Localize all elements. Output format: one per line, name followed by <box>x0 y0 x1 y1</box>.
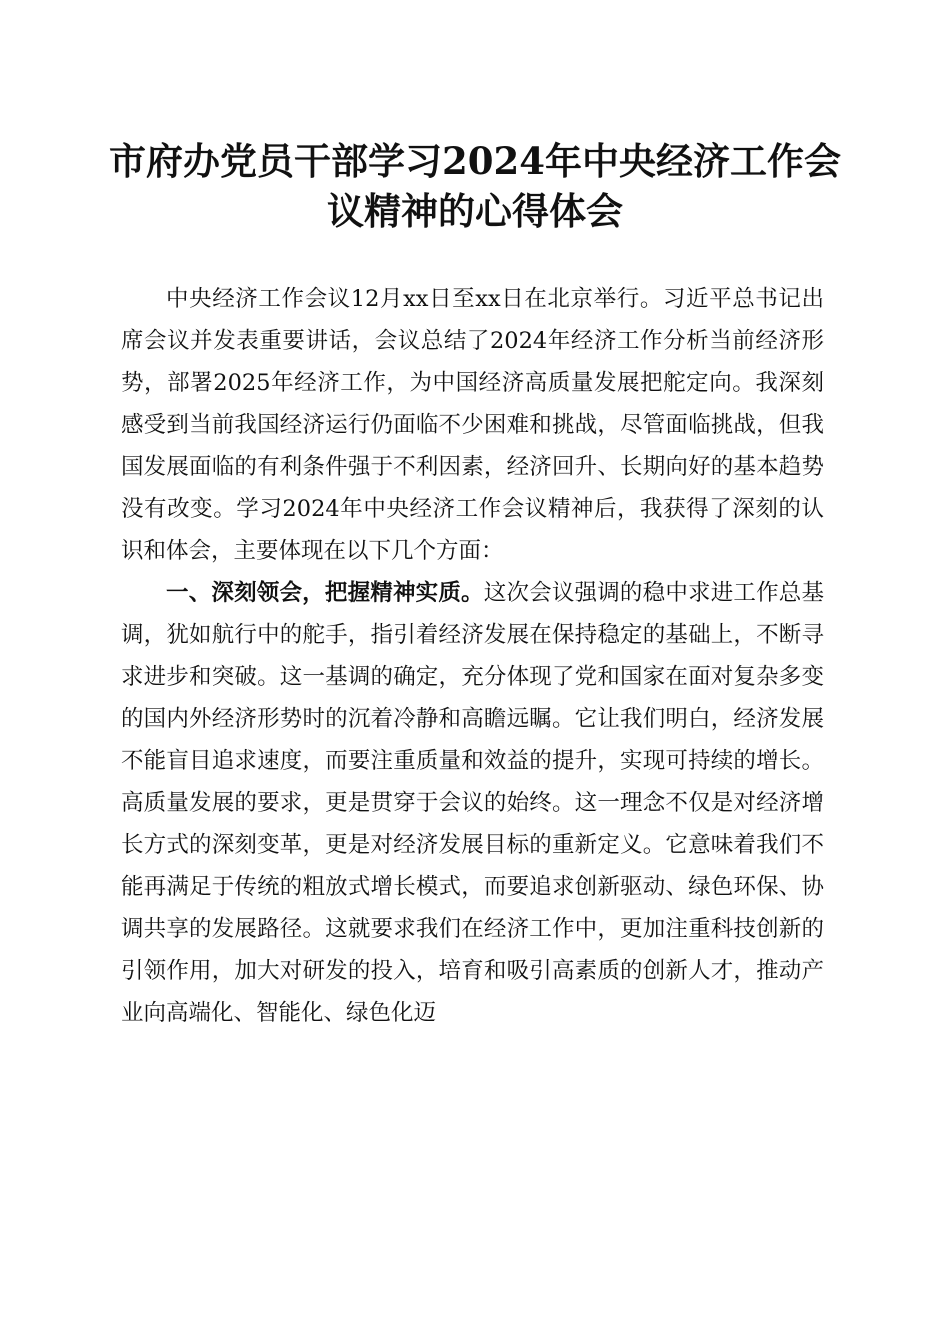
intro-paragraph <box>121 278 824 572</box>
document-body <box>121 278 824 1034</box>
section-one-text: 这次会议强调的稳中求进工作总基调，犹如航行中的舵手，指引着经济发展在保持稳定的基础上，不断寻求进步和突破。这一基调的确定，充分体现了党和国家在面对复杂多变的国内外经济形势时的沉着冷静和高瞻远瞩。它让我们明白，经济发展不能盲目追求速度，而要注重质量和效益的提升，实现可持续的增长。高质量发展的要求，更是贯穿于会议的始终。这一理念不仅是对经济增长方式的深刻变革，更是对经济发展目标的重新定义。它意味着我们不能再满足于传统的粗放式增长模式，而要追求创新驱动、绿色环保、协调共享的发展路径。这就要求我们在经济工作中，更加注重科技创新的引领作用，加大对研发的投入，培育和吸引高素质的创新人才，推动产业向高端化、智能化、绿色化迈 <box>121 580 824 1026</box>
section-one-heading: 一、深刻领会，把握精神实质。 <box>166 580 484 606</box>
intro-paragraph-text: 中央经济工作会议12月xx日至xx日在北京举行。习近平总书记出席会议并发表重要讲话，会议总结了2024年经济工作分析当前经济形势，部署2025年经济工作，为中国经济高质量发展把舵定向。我深刻感受到当前我国经济运行仍面临不少困难和挑战，尽管面临挑战，但我国发展面临的有利条件强于不利因素，经济回升、长期向好的基本趋势没有改变。学习2024年中央经济工作会议精神后，我获得了深刻的认识和体会，主要体现在以下几个方面： <box>121 286 824 564</box>
document-title: 市府办党员干部学习2024年中央经济工作会议精神的心得体会 <box>109 139 841 233</box>
section-one-paragraph <box>121 572 824 1034</box>
